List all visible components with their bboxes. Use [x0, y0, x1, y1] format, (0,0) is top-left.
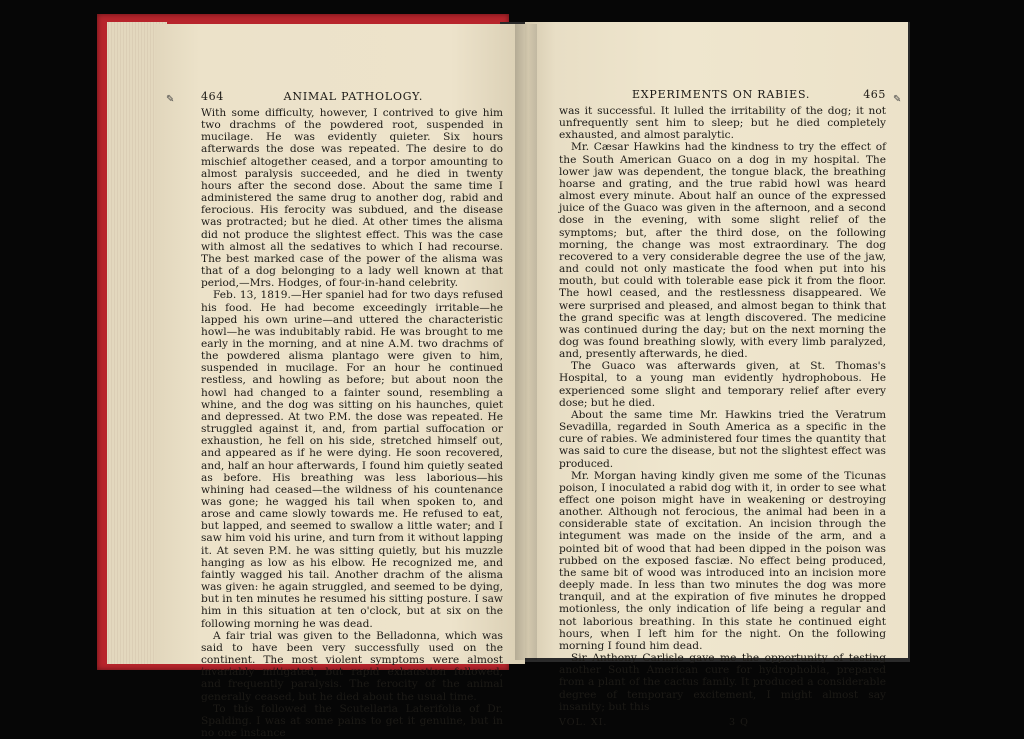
paragraph: Feb. 13, 1819.—Her spaniel had for two days refused his food. He had become exceedingly irritable—he lapped his own urine—and uttered the characteristic howl—he was indubitably rabid. He was brought to me early in the morning, and at nine A.M. two drachms of the powdered alisma plantago were given to him, suspended in mucilage. For an hour he continued restless, and howling as before; but about noon the howl had changed to a fainter sound, resembling a whine, and the dog was sitting on his haunches, quiet and depressed. At two P.M. the dose was repeated. He struggled against it, and, from partial suffocation or exhaustion, he fell on his side, stretched himself out, and appeared as if he were dying. He soon recovered, and, half an hour afterwards, I found him quietly seated as before. His breathing was less laborious—his whining had ceased—the wildness of his countenance was gone; he wagged his tail when spoken to, and arose and came slowly towards me. He refused to eat, but lapped, and seemed to swallow a little water; and I saw him void his urine, and turn from it without lapping it. At seven P.M. he was sitting quietly, but his muzzle hanging as low as his elbow. He recognized me, and faintly wagged his tail. Another drachm of the alisma was given: he again struggled, and seemed to be dying, but in ten minutes he resumed his sitting posture. I saw him in this situation at ten o'clock, but at six on the following morning he was dead.	[201, 289, 503, 630]
volume-mark: VOL. XI.	[559, 716, 608, 728]
left-page-header	[201, 90, 503, 103]
margin-mark-icon: ✎	[893, 94, 902, 105]
left-running-head: ANIMAL PATHOLOGY.	[283, 90, 424, 103]
paragraph: Mr. Cæsar Hawkins had the kindness to try the effect of the South American Guaco on a dog in my hospital. The lower jaw was dependent, the tongue black, the breathing hoarse and grating, and the true rabid howl was heard almost every minute. About half an ounce of the expressed juice of the Guaco was given in the afternoon, and a second dose in the evening, with some slight relief of the symptoms; but, after the third dose, on the following morning, the change was most extraordinary. The dog recovered to a very considerable degree the use of the jaw, and could not only masticate the food when put into his mouth, but could with tolerable ease pick it from the floor. The howl ceased, and the restlessness disappeared. We were surprised and pleased, and almost began to think that the grand specific was at length discovered. The medicine was continued during the day; but on the next morning the dog was found breathing slowly, with every limb paralyzed, and, presently afterwards, he died.	[559, 141, 886, 361]
right-page-number: 465	[863, 88, 886, 101]
right-page-footer	[559, 717, 886, 728]
left-page-number: 464	[201, 90, 224, 103]
paragraph: To this followed the Scutellaria Laterifolia of Dr. Spalding. I was at some pains to get it genuine, but in no one instance	[201, 702, 503, 739]
right-page-text	[559, 105, 886, 713]
paragraph: Mr. Morgan having kindly given me some of the Ticunas poison, I inoculated a rabid dog with it, in order to see what effect one poison might have in weakening or destroying another. Although not ferocious, the animal had been in a considerable state of excitation. An incision through the integument was made on the inside of the arm, and a pointed bit of wood that had been dipped in the poison was rubbed on the exposed fasciæ. No effect being produced, the same bit of wood was introduced into an incision more deeply made. In less than two minutes the dog was more tranquil, and at the expiration of five minutes he dropped motionless, the only indication of life being a regular and not laborious breathing. In this state he continued eight hours, when I left him for the night. On the following morning I found him dead.	[559, 469, 886, 652]
paragraph: About the same time Mr. Hawkins tried the Veratrum Sevadilla, regarded in South America as a specific in the cure of rabies. We administered four times the quantity that was said to cure the disease, but not the slightest effect was produced.	[559, 408, 886, 470]
right-page	[525, 22, 908, 728]
paragraph: Sir Anthony Carlisle gave me the opportunity of testing another South American cure for hydrophobia, prepared from a plant of the cactus family. It produced a considerable degree of temporary excitement, I might almost say insanity; but this	[559, 652, 886, 713]
paragraph: The Guaco was afterwards given, at St. Thomas's Hospital, to a young man evidently hydrophobous. He experienced some slight and temporary relief after every dose; but he died.	[559, 360, 886, 409]
right-running-head: EXPERIMENTS ON RABIES.	[631, 88, 811, 101]
paragraph: was it successful. It lulled the irritability of the dog; it not unfrequently sent him to sleep; but he died completely exhausted, and almost paralytic.	[559, 105, 886, 142]
margin-mark-icon: ✎	[166, 94, 175, 105]
paragraph: With some difficulty, however, I contrived to give him two drachms of the powdered root, suspended in mucilage. He was evidently quieter. Six hours afterwards the dose was repeated. The desire to do mischief altogether ceased, and a torpor amounting to almost paralysis succeeded, and he died in twenty hours after the second dose. About the same time I administered the same drug to another dog, rabid and ferocious. His ferocity was subdued, and the disease was protracted; but he died. At other times the alisma did not produce the slightest effect. This was the case with almost all the sedatives to which I had recourse. The best marked case of the power of the alisma was that of a dog belonging to a lady well known at that period,—Mrs. Hodges, of four-in-hand celebrity.	[201, 107, 503, 290]
book-gutter	[515, 24, 537, 660]
left-page	[155, 24, 525, 739]
right-page-header	[559, 88, 886, 101]
signature-mark: 3 Q	[729, 716, 749, 728]
paragraph: A fair trial was given to the Belladonna, which was said to have been very successfully used on the continent. The most violent symptoms were almost invariably mitigated, but rapid exhaustion followed, and frequently paralysis. The ferocity of the animal generally ceased, but he died about the usual time.	[201, 629, 503, 703]
left-page-text	[201, 107, 503, 739]
